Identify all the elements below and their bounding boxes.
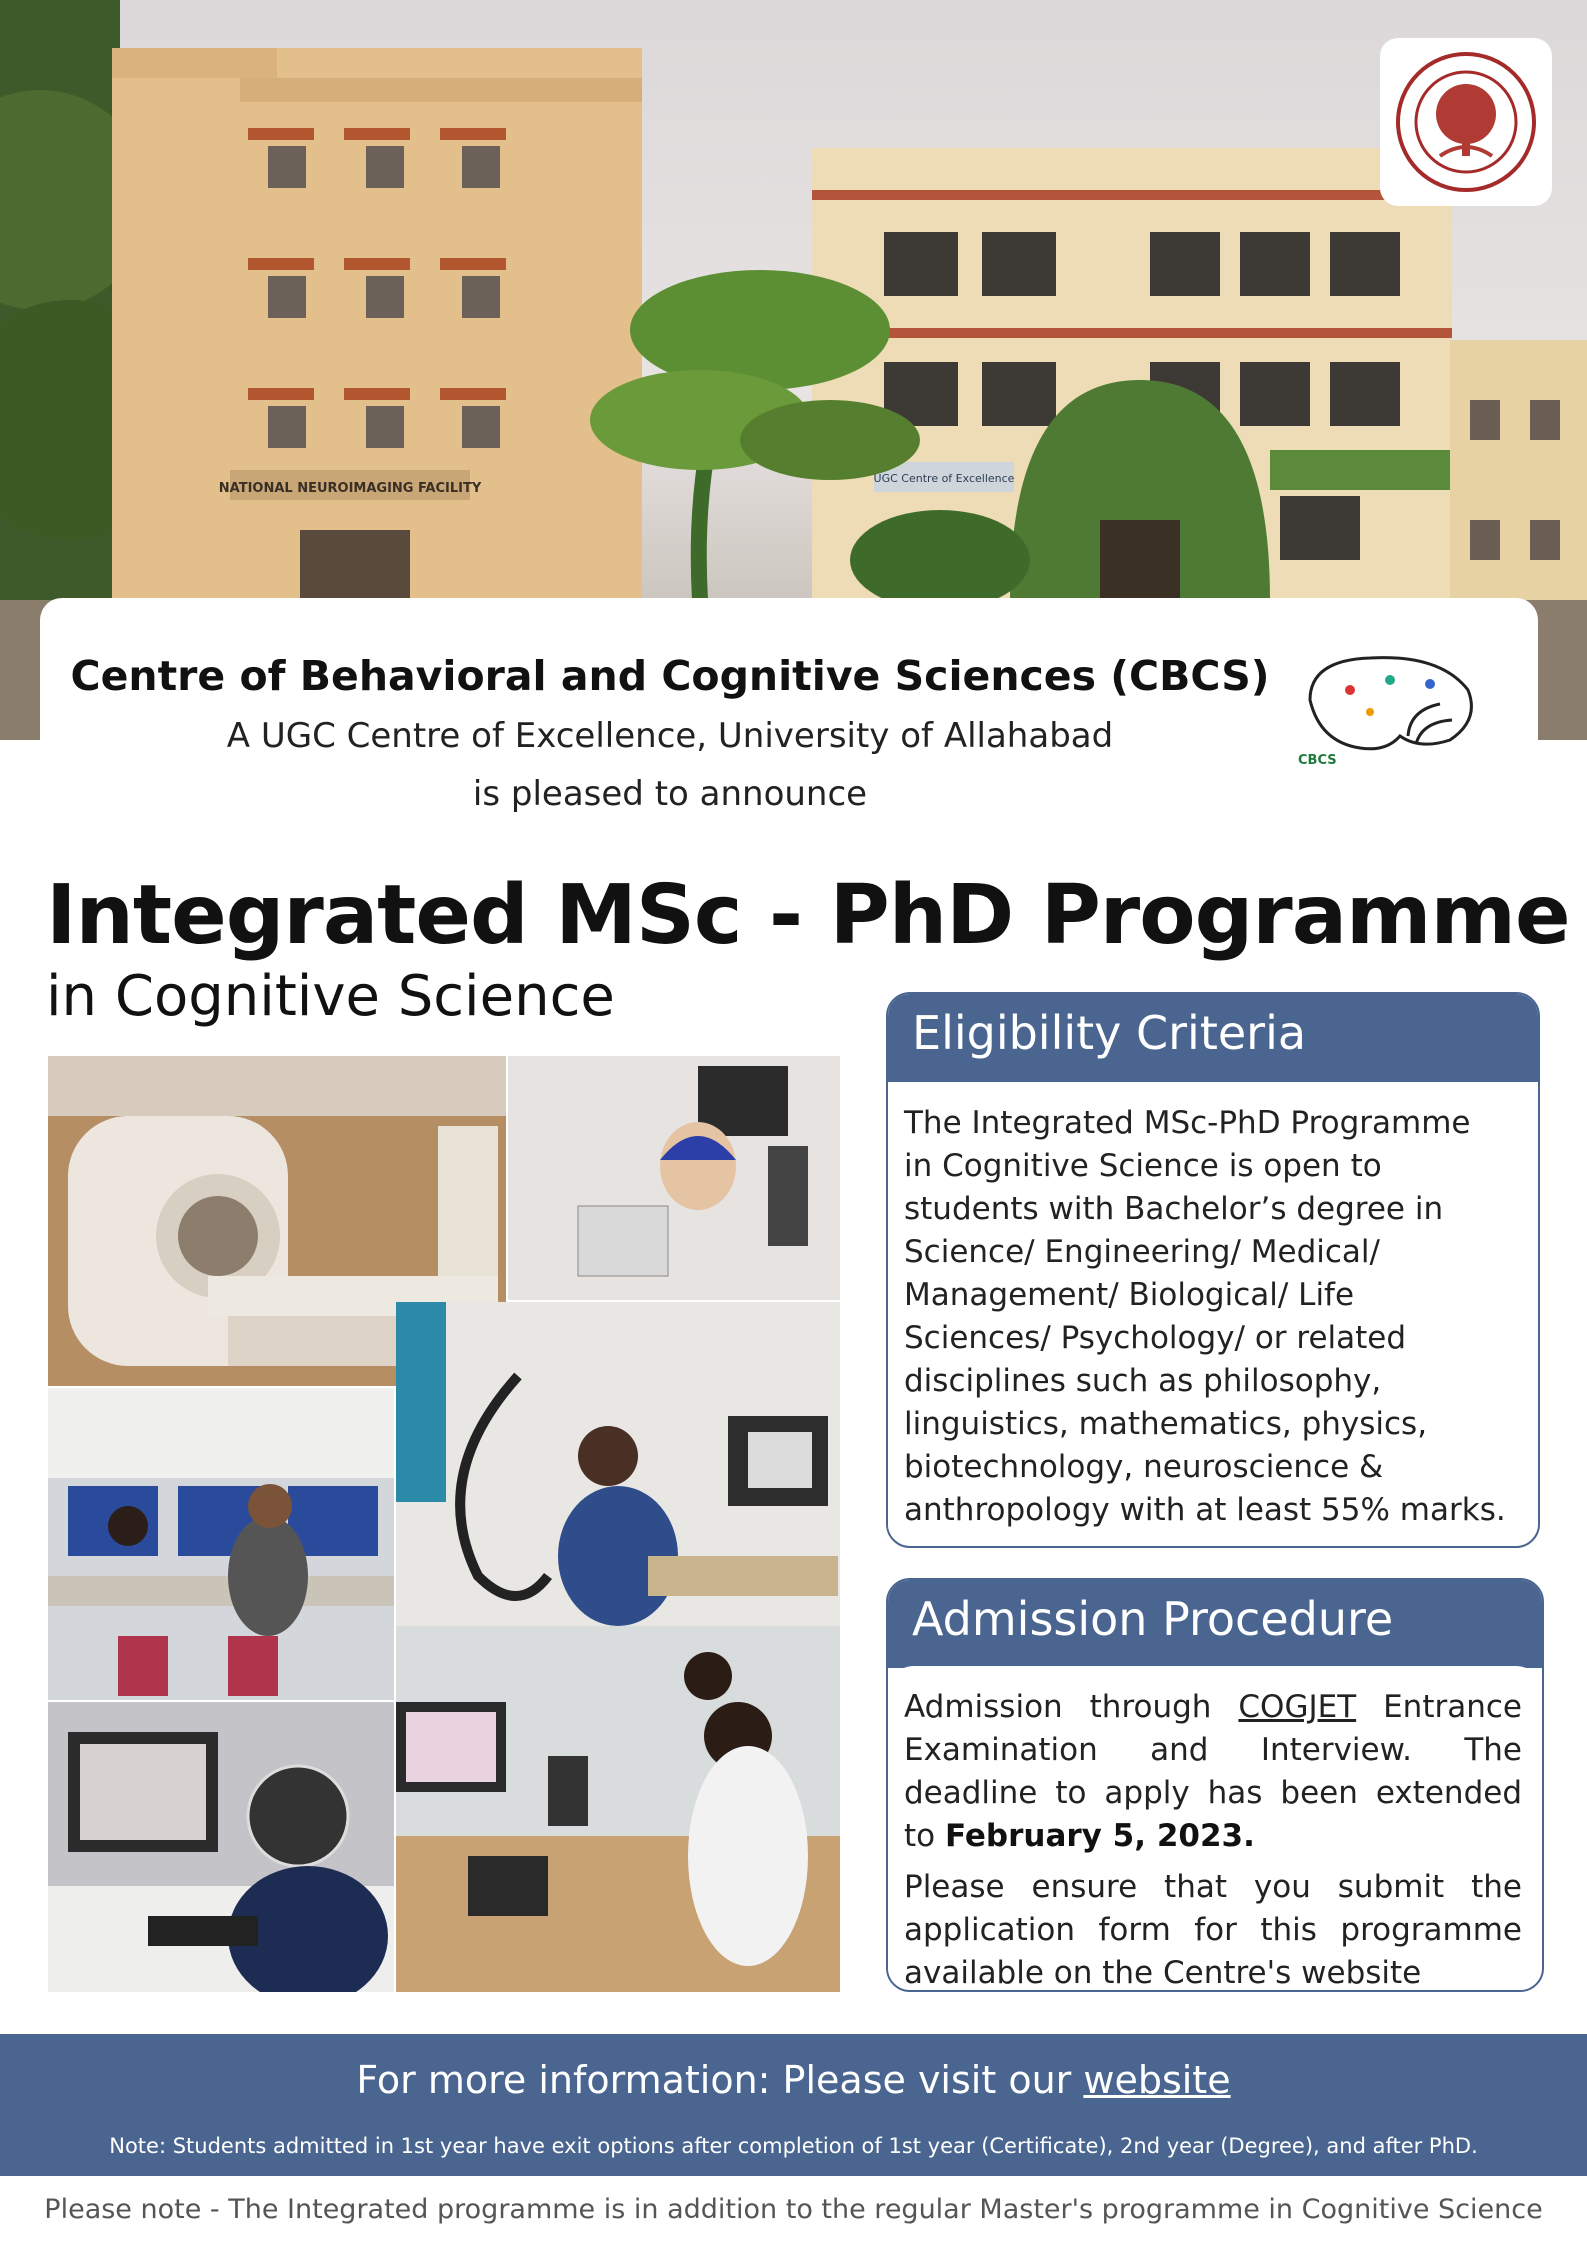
org-subtitle: A UGC Centre of Excellence, University of Allahabad: [226, 716, 1114, 756]
photo-eeg-mannequin: [508, 1056, 840, 1300]
cbcs-brain-logo-icon: [1290, 640, 1490, 770]
org-title: Centre of Behavioral and Cognitive Sciences (CBCS): [70, 652, 1270, 700]
eligibility-line: Science/ Engineering/ Medical/: [904, 1234, 1380, 1270]
eligibility-line: in Cognitive Science is open to: [904, 1148, 1382, 1184]
exit-options-note: Note: Students admitted in 1st year have exit options after completion of 1st year (Certificate), 2nd year (Degree), and after PhD.: [109, 2134, 1478, 2158]
admission-text: Admission through: [904, 1689, 1239, 1725]
photo-two-researchers: [396, 1626, 840, 1992]
admission-heading: Admission Procedure: [888, 1580, 1542, 1668]
announce-text: is pleased to announce: [472, 774, 868, 814]
programme-title: Integrated MSc - PhD Programme: [46, 868, 1570, 963]
cogjet-link[interactable]: COGJET: [1238, 1689, 1357, 1725]
admission-paragraph-2: Please ensure that you submit the application form for this programme available on the Centre's website: [904, 1869, 1522, 1991]
deadline-date: February 5, 2023.: [944, 1818, 1255, 1854]
eligibility-body: [888, 1082, 1538, 1532]
cbcs-logo-label: CBCS: [1298, 753, 1337, 768]
eligibility-line: biotechnology, neuroscience &: [904, 1449, 1384, 1485]
lab-photo-collage: [48, 1056, 840, 1992]
photo-eeg-subject: [48, 1702, 394, 1992]
footer-info-text: For more information: Please visit our: [356, 2058, 1084, 2102]
university-seal-container: [1380, 38, 1552, 206]
university-seal-icon: [1380, 38, 1552, 206]
bottom-note: Please note - The Integrated programme is in addition to the regular Master's programme in Cognitive Science: [44, 2194, 1543, 2225]
eligibility-line: anthropology with at least 55% marks.: [904, 1492, 1506, 1528]
building-sign-right: UGC Centre of Excellence: [873, 472, 1015, 485]
eligibility-line: disciplines such as philosophy,: [904, 1363, 1382, 1399]
eligibility-line: The Integrated MSc-PhD Programme: [904, 1105, 1471, 1141]
website-link[interactable]: website: [1083, 2058, 1231, 2102]
eligibility-line: students with Bachelor’s degree in: [904, 1191, 1444, 1227]
admission-panel: [886, 1578, 1544, 1992]
photo-computer-lab: [48, 1388, 394, 1700]
eligibility-heading: Eligibility Criteria: [888, 994, 1538, 1082]
eligibility-line: linguistics, mathematics, physics,: [904, 1406, 1428, 1442]
footer-info: [0, 2058, 1587, 2102]
admission-paragraph-1: [904, 1686, 1522, 1858]
admission-text: Entrance Examination and Interview. The deadline to apply has been extended to: [904, 1689, 1522, 1854]
programme-subtitle: in Cognitive Science: [46, 964, 615, 1029]
eligibility-panel: [886, 992, 1540, 1548]
building-sign-left: NATIONAL NEUROIMAGING FACILITY: [218, 481, 482, 496]
admission-body: [888, 1666, 1542, 1992]
eligibility-line: Sciences/ Psychology/ or related: [904, 1320, 1407, 1356]
eligibility-line: Management/ Biological/ Life: [904, 1277, 1355, 1313]
